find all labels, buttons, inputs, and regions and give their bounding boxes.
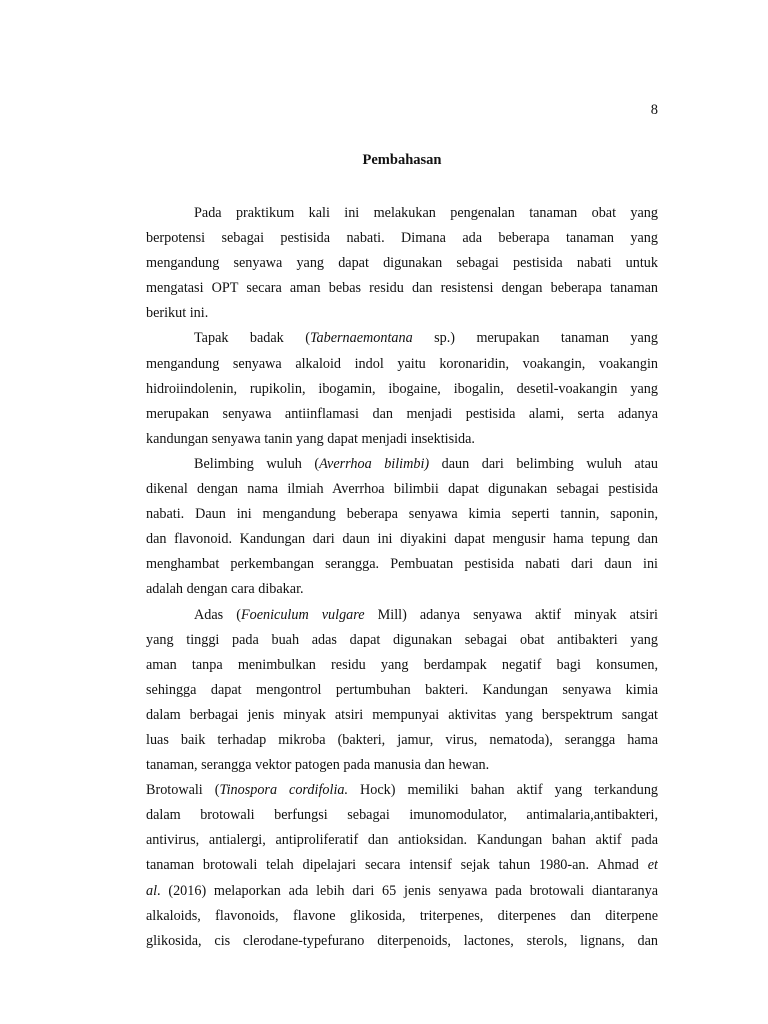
body-text <box>146 201 658 954</box>
text-line: al. (2016) melaporkan ada lebih dari 65 jenis senyawa pada brotowali diantaranya <box>146 882 658 899</box>
text-line: dikenal dengan nama ilmiah Averrhoa bilimbii dapat digunakan sebagai pestisida <box>146 481 658 498</box>
text-line: tanaman, serangga vektor patogen pada manusia dan hewan. <box>146 757 490 774</box>
page-number: 8 <box>650 102 658 118</box>
text-line: dan flavonoid. Kandungan dari daun ini diyakini dapat mengusir hama tepung dan <box>146 531 658 548</box>
text-line: berpotensi sebagai pestisida nabati. Dimana ada beberapa tanaman yang <box>146 230 658 247</box>
text-line: berikut ini. <box>146 305 209 322</box>
text-line: Pada praktikum kali ini melakukan pengenalan tanaman obat yang <box>194 205 658 221</box>
text-line: mengatasi OPT secara aman bebas residu dan resistensi dengan beberapa tanaman <box>146 280 658 297</box>
text-line: Adas (Foeniculum vulgare Mill) adanya senyawa aktif minyak atsiri <box>194 606 658 623</box>
text-line: dalam berbagai jenis minyak atsiri mempunyai aktivitas yang berspektrum sangat <box>146 706 658 723</box>
text-line: alkaloids, flavonoids, flavone glikosida, triterpenes, diterpenes dan diterpene <box>146 907 658 924</box>
species-name: Averrhoa bilimbi) <box>319 455 430 472</box>
text-line: merupakan senyawa antiinflamasi dan menjadi pestisida alami, serta adanya <box>146 405 658 422</box>
text-line: dalam brotowali berfungsi sebagai imunomodulator, antimalaria,antibakteri, <box>146 807 658 824</box>
species-name: Tinospora cordifolia. <box>219 782 349 799</box>
citation-italic: al <box>146 882 158 899</box>
text-line: mengandung senyawa alkaloid indol yaitu koronaridin, voakangin, voakangin <box>146 355 658 372</box>
text-line: antivirus, antialergi, antiproliferatif dan antioksidan. Kandungan bahan aktif pada <box>146 832 658 849</box>
text-line: yang tinggi pada buah adas dapat digunakan sebagai obat antibakteri yang <box>146 631 658 648</box>
text-line: aman tanpa menimbulkan residu yang berdampak negatif bagi konsumen, <box>146 656 658 673</box>
species-name: Foeniculum vulgare <box>240 606 365 623</box>
citation-italic: et <box>647 857 658 874</box>
text-line: menghambat perkembangan serangga. Pembuatan pestisida nabati dari daun ini <box>146 556 658 573</box>
text-line: Tapak badak (Tabernaemontana sp.) merupakan tanaman yang <box>194 330 658 347</box>
text-line: hidroiindolenin, rupikolin, ibogamin, ibogaine, ibogalin, desetil-voakangin yang <box>146 380 658 397</box>
species-name: Tabernaemontana <box>309 330 413 347</box>
text-line: mengandung senyawa yang dapat digunakan sebagai pestisida nabati untuk <box>146 255 658 272</box>
section-heading: Pembahasan <box>362 152 442 168</box>
text-line: glikosida, cis clerodane-typefurano diterpenoids, lactones, sterols, lignans, dan <box>146 932 658 949</box>
text-line: nabati. Daun ini mengandung beberapa senyawa kimia seperti tannin, saponin, <box>146 506 658 523</box>
text-line: luas baik terhadap mikroba (bakteri, jamur, virus, nematoda), serangga hama <box>146 731 658 748</box>
text-line: Brotowali (Tinospora cordifolia. Hock) memiliki bahan aktif yang terkandung <box>146 782 658 799</box>
text-line: kandungan senyawa tanin yang dapat menjadi insektisida. <box>146 430 475 447</box>
text-line: sehingga dapat mengontrol pertumbuhan bakteri. Kandungan senyawa kimia <box>146 681 658 698</box>
text-line: adalah dengan cara dibakar. <box>146 581 304 598</box>
text-line: Belimbing wuluh (Averrhoa bilimbi) daun dari belimbing wuluh atau <box>194 455 658 472</box>
text-line: tanaman brotowali telah dipelajari secara intensif sejak tahun 1980-an. Ahmad et <box>146 857 658 874</box>
